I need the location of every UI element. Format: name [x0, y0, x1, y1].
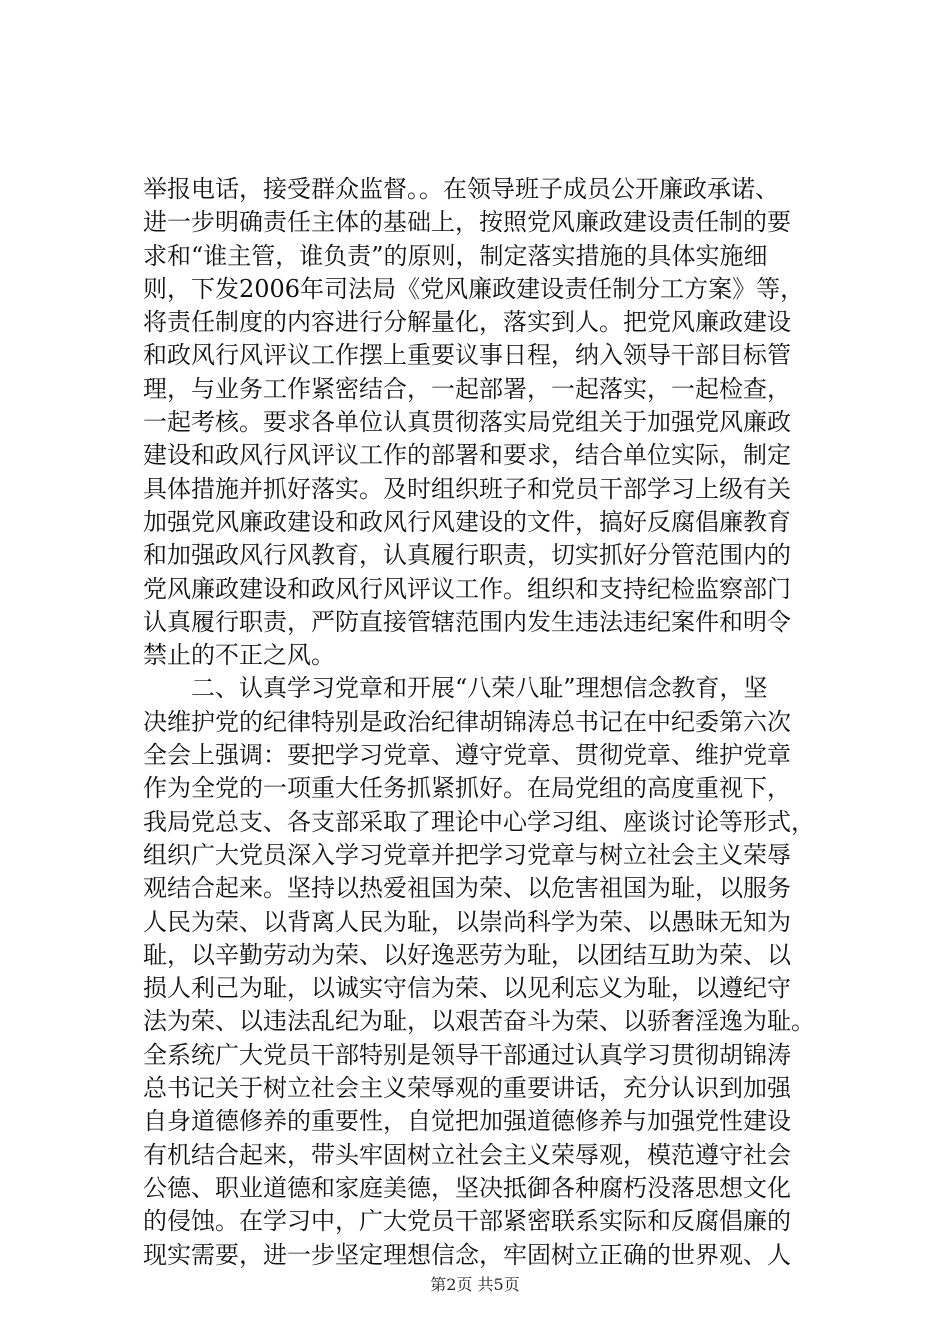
text-line: 建设和政风行风评议工作的部署和要求，结合单位实际，制定 — [143, 441, 791, 470]
text-line: 总书记关于树立社会主义荣辱观的重要讲话，充分认识到加强 — [143, 1074, 791, 1103]
text-line: 组织广大党员深入学习党章并把学习党章与树立社会主义荣辱 — [143, 840, 791, 869]
text-line: 举报电话，接受群众监督。。在领导班子成员公开廉政承诺、 — [143, 175, 779, 203]
text-line: 禁止的不正之风。 — [143, 641, 335, 670]
page-footer: 第2页 共5页 — [430, 1275, 520, 1294]
text-line: 全会上强调：要把学习党章、遵守党章、贯彻党章、维护党章 — [143, 741, 791, 770]
text-line: 和政风行风评议工作摆上重要议事日程，纳入领导干部目标管 — [143, 341, 791, 370]
text-line: 公德、职业道德和家庭美德，坚决抵御各种腐朽没落思想文化 — [143, 1173, 791, 1202]
text-line: 加强党风廉政建设和政风行风建设的文件，搞好反腐倡廉教育 — [143, 507, 791, 536]
text-line: 二、认真学习党章和开展“八荣八耻”理想信念教育，坚 — [143, 674, 768, 703]
text-line: 将责任制度的内容进行分解量化，落实到人。把党风廉政建设 — [143, 308, 791, 337]
text-line: 决维护党的纪律特别是政治纪律胡锦涛总书记在中纪委第六次 — [143, 707, 791, 736]
text-line: 的侵蚀。在学习中，广大党员干部紧密联系实际和反腐倡廉的 — [143, 1207, 791, 1236]
text-line: 则，下发2006年司法局《党风廉政建设责任制分工方案》等， — [143, 274, 805, 303]
text-line: 人民为荣、以背离人民为耻，以崇尚科学为荣、以愚昧无知为 — [143, 907, 791, 936]
text-line: 我局党总支、各支部采取了理论中心学习组、座谈讨论等形式， — [143, 807, 815, 836]
text-line: 认真履行职责，严防直接管辖范围内发生违法违纪案件和明令 — [143, 607, 791, 636]
text-line: 自身道德修养的重要性，自觉把加强道德修养与加强党性建设 — [143, 1107, 791, 1136]
text-line: 全系统广大党员干部特别是领导干部通过认真学习贯彻胡锦涛 — [143, 1040, 791, 1069]
text-line: 损人利己为耻，以诚实守信为荣、以见利忘义为耻，以遵纪守 — [143, 974, 791, 1003]
text-line: 法为荣、以违法乱纪为耻，以艰苦奋斗为荣、以骄奢淫逸为耻。 — [143, 1007, 815, 1036]
text-line: 求和“谁主管，谁负责”的原则，制定落实措施的具体实施细 — [143, 241, 768, 270]
text-line: 党风廉政建设和政风行风评议工作。组织和支持纪检监察部门 — [143, 574, 791, 603]
text-line: 耻，以辛勤劳动为荣、以好逸恶劳为耻，以团结互助为荣、以 — [143, 940, 791, 969]
text-line: 观结合起来。坚持以热爱祖国为荣、以危害祖国为耻，以服务 — [143, 874, 791, 903]
text-line: 一起考核。要求各单位认真贯彻落实局党组关于加强党风廉政 — [143, 408, 791, 437]
text-line: 具体措施并抓好落实。及时组织班子和党员干部学习上级有关 — [143, 474, 791, 503]
text-line: 现实需要，进一步坚定理想信念，牢固树立正确的世界观、人 — [143, 1240, 791, 1269]
text-line: 作为全党的一项重大任务抓紧抓好。在局党组的高度重视下， — [143, 774, 791, 803]
text-line: 和加强政风行风教育，认真履行职责，切实抓好分管范围内的 — [143, 541, 791, 570]
text-line: 进一步明确责任主体的基础上，按照党风廉政建设责任制的要 — [143, 208, 791, 237]
body-text — [143, 173, 833, 1272]
text-line: 有机结合起来，带头牢固树立社会主义荣辱观，模范遵守社会 — [143, 1140, 791, 1169]
text-line: 理，与业务工作紧密结合，一起部署，一起落实，一起检查， — [143, 374, 791, 403]
